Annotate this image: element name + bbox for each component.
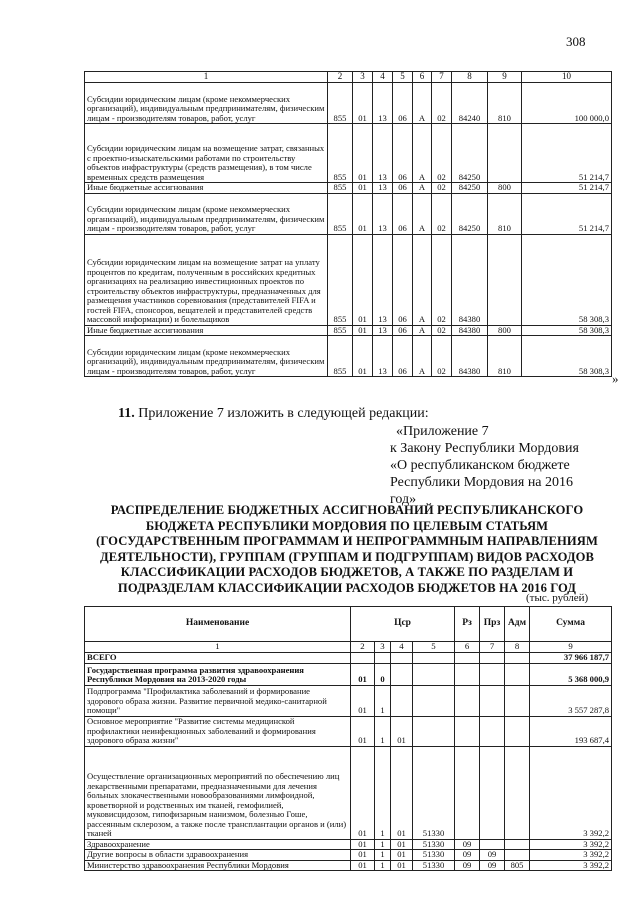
code-cell	[455, 685, 480, 716]
header-name: Наименование	[85, 607, 351, 642]
appendix-line: к Закону Республики Мордовия	[390, 441, 579, 456]
column-number-header: 7	[480, 642, 505, 653]
code-cell	[480, 663, 505, 685]
code-cell: 84240	[452, 83, 488, 124]
code-cell	[480, 685, 505, 716]
code-cell: 09	[480, 860, 505, 871]
table-header-row	[85, 72, 612, 83]
code-cell	[413, 685, 455, 716]
code-cell	[351, 653, 375, 664]
row-name: Другие вопросы в области здравоохранения	[85, 850, 351, 861]
code-cell	[455, 653, 480, 664]
code-cell	[488, 234, 522, 325]
row-name: Субсидии юридическим лицам (кроме некоммерческих организаций), индивидуальным предпринимателям, физическим лицам - производителям товаров, работ, услуг	[85, 83, 328, 124]
code-cell: 13	[373, 325, 393, 336]
table-row	[85, 850, 612, 861]
code-cell: 01	[353, 336, 373, 377]
code-cell: 01	[351, 716, 375, 746]
code-cell: 01	[353, 325, 373, 336]
code-cell: 13	[373, 83, 393, 124]
code-cell: 855	[328, 234, 353, 325]
code-cell: 01	[353, 193, 373, 234]
row-name: Субсидии юридическим лицам (кроме некоммерческих организаций), индивидуальным предпринимателям, физическим лицам - производителям товаров, работ, услуг	[85, 336, 328, 377]
amount-cell: 58 308,3	[522, 336, 612, 377]
amount-cell: 51 214,7	[522, 124, 612, 183]
code-cell: 06	[393, 193, 413, 234]
code-cell: 01	[391, 860, 413, 871]
code-cell: 855	[328, 336, 353, 377]
code-cell	[480, 716, 505, 746]
code-cell: А	[413, 325, 432, 336]
code-cell: А	[413, 183, 432, 194]
document-title	[82, 503, 612, 596]
code-cell: 855	[328, 193, 353, 234]
amount-cell: 58 308,3	[522, 325, 612, 336]
column-number-header: 1	[85, 72, 328, 83]
amount-cell: 37 966 187,7	[530, 653, 612, 664]
code-cell: 09	[455, 839, 480, 850]
column-number-header: 1	[85, 642, 351, 653]
code-cell: 855	[328, 124, 353, 183]
code-cell	[413, 716, 455, 746]
code-cell: 84380	[452, 234, 488, 325]
row-name: Подпрограмма "Профилактика заболеваний и формирование здорового образа жизни. Развитие первичной медико-санитарной помощи"	[85, 685, 351, 716]
code-cell: А	[413, 193, 432, 234]
code-cell: 02	[432, 325, 452, 336]
column-number-header: 9	[488, 72, 522, 83]
code-cell: 13	[373, 234, 393, 325]
code-cell	[391, 685, 413, 716]
code-cell	[391, 663, 413, 685]
code-cell: 13	[373, 336, 393, 377]
title-line: ДЕЯТЕЛЬНОСТИ), ГРУППАМ (ГРУППАМ И ПОДГРУППАМ) ВИДОВ РАСХОДОВ	[99, 549, 595, 564]
code-cell: 01	[391, 839, 413, 850]
appendix-line: Республики Мордовия на 2016	[390, 475, 574, 490]
section-heading	[118, 406, 429, 422]
code-cell: 02	[432, 336, 452, 377]
table-row	[85, 653, 612, 664]
column-number-header: 4	[373, 72, 393, 83]
title-line: КЛАССИФИКАЦИИ РАСХОДОВ БЮДЖЕТОВ, А ТАКЖЕ ПО РАЗДЕЛАМ И	[120, 565, 574, 579]
code-cell: А	[413, 83, 432, 124]
column-number-header: 3	[375, 642, 391, 653]
code-cell: 06	[393, 234, 413, 325]
code-cell: 810	[488, 336, 522, 377]
row-name: Осуществление организационных мероприятий по обеспечению лиц лекарственными препаратами, предназначенными для лечения больных злокачественными новообразованиями лимфоидной, кроветворной и родственных им тканей, гемофилией, муковисцидозом, гипофизарным нанизмом, болезнью Гоше, рассеянным склерозом, а также после трансплантации органов и (или) тканей	[85, 746, 351, 839]
code-cell: 800	[488, 183, 522, 194]
header-prz: Прз	[480, 607, 505, 642]
code-cell: 1	[375, 716, 391, 746]
code-cell: 09	[455, 860, 480, 871]
code-cell: 01	[353, 83, 373, 124]
code-cell: 02	[432, 193, 452, 234]
table-header-row	[85, 607, 612, 642]
amount-cell: 58 308,3	[522, 234, 612, 325]
code-cell: 01	[351, 860, 375, 871]
table-row	[85, 336, 612, 377]
amount-cell: 51 214,7	[522, 183, 612, 194]
code-cell: 01	[391, 716, 413, 746]
code-cell: 855	[328, 325, 353, 336]
code-cell: 06	[393, 83, 413, 124]
code-cell: 84380	[452, 325, 488, 336]
code-cell: 01	[353, 234, 373, 325]
table-row	[85, 193, 612, 234]
closing-quote-mark: »	[612, 371, 619, 386]
table-row	[85, 746, 612, 839]
column-number-header: 2	[351, 642, 375, 653]
code-cell: 06	[393, 124, 413, 183]
code-cell	[505, 653, 530, 664]
table-row	[85, 716, 612, 746]
code-cell	[505, 716, 530, 746]
code-cell: 84380	[452, 336, 488, 377]
code-cell: 02	[432, 124, 452, 183]
column-number-header: 8	[505, 642, 530, 653]
code-cell: 810	[488, 83, 522, 124]
row-name: Здравоохранение	[85, 839, 351, 850]
code-cell: 06	[393, 183, 413, 194]
code-cell: 09	[480, 850, 505, 861]
code-cell: 1	[375, 860, 391, 871]
column-number-header: 9	[530, 642, 612, 653]
code-cell: А	[413, 234, 432, 325]
amount-cell: 5 368 000,9	[530, 663, 612, 685]
column-number-header: 5	[393, 72, 413, 83]
title-line: (ГОСУДАРСТВЕННЫМ ПРОГРАММАМ И НЕПРОГРАММНЫМ НАПРАВЛЕНИЯМ	[96, 534, 598, 548]
page-number: 308	[566, 34, 586, 49]
budget-distribution-table	[84, 606, 612, 871]
code-cell: 01	[351, 663, 375, 685]
code-cell: 84250	[452, 193, 488, 234]
code-cell: 51330	[413, 850, 455, 861]
code-cell: 01	[391, 850, 413, 861]
budget-table-continued	[84, 71, 612, 377]
table-row	[85, 685, 612, 716]
column-number-header: 6	[413, 72, 432, 83]
code-cell: 01	[391, 746, 413, 839]
code-cell: 1	[375, 685, 391, 716]
code-cell: 855	[328, 83, 353, 124]
code-cell: 01	[351, 746, 375, 839]
column-number-header: 6	[455, 642, 480, 653]
column-numbers-row	[85, 642, 612, 653]
units-label: (тыс. рублей)	[526, 592, 589, 604]
column-number-header: 2	[328, 72, 353, 83]
column-number-header: 8	[452, 72, 488, 83]
code-cell	[391, 653, 413, 664]
amount-cell: 3 392,2	[530, 839, 612, 850]
row-name: Субсидии юридическим лицам (кроме некоммерческих организаций), индивидуальным предпринимателям, физическим лицам - производителям товаров, работ, услуг	[85, 193, 328, 234]
code-cell: 51330	[413, 839, 455, 850]
table-row	[85, 234, 612, 325]
appendix-reference	[390, 423, 622, 508]
table-row	[85, 860, 612, 871]
row-name: Субсидии юридическим лицам на возмещение затрат на уплату процентов по кредитам, полученным в российских кредитных организациях на реализацию инвестиционных проектов по строительству объектов инфраструктуры, предназначенных для размещения участников соревнования (представителей FIFA и гостей FIFA, спонсоров, вещателей и представителей средств массовой информации) и болельщиков	[85, 234, 328, 325]
row-name: Государственная программа развития здравоохранения Республики Мордовия на 2013-2020 годы	[85, 663, 351, 685]
amount-cell: 100 000,0	[522, 83, 612, 124]
appendix-line: год»	[390, 492, 417, 507]
column-number-header: 10	[522, 72, 612, 83]
table-row	[85, 839, 612, 850]
table-row	[85, 325, 612, 336]
code-cell	[455, 716, 480, 746]
code-cell: 06	[393, 336, 413, 377]
title-line: БЮДЖЕТА РЕСПУБЛИКИ МОРДОВИЯ ПО ЦЕЛЕВЫМ СТАТЬЯМ	[145, 518, 549, 533]
code-cell: 84250	[452, 124, 488, 183]
code-cell	[413, 653, 455, 664]
code-cell: 13	[373, 124, 393, 183]
code-cell: 01	[351, 850, 375, 861]
code-cell: 01	[353, 183, 373, 194]
section-text: Приложение 7 изложить в следующей редакции:	[134, 406, 429, 421]
code-cell	[505, 685, 530, 716]
code-cell	[455, 663, 480, 685]
code-cell: 1	[375, 850, 391, 861]
appendix-line: «Приложение 7	[396, 424, 489, 439]
code-cell: 09	[455, 850, 480, 861]
header-sum: Сумма	[530, 607, 612, 642]
amount-cell: 3 392,2	[530, 860, 612, 871]
row-name: Иные бюджетные ассигнования	[85, 183, 328, 194]
table-row	[85, 83, 612, 124]
code-cell: 02	[432, 183, 452, 194]
code-cell: 51330	[413, 746, 455, 839]
code-cell: 51330	[413, 860, 455, 871]
header-rz: Рз	[455, 607, 480, 642]
code-cell	[505, 839, 530, 850]
code-cell: 06	[393, 325, 413, 336]
code-cell: А	[413, 336, 432, 377]
code-cell: 01	[351, 685, 375, 716]
code-cell: А	[413, 124, 432, 183]
code-cell: 800	[488, 325, 522, 336]
row-name: Основное мероприятие "Развитие системы медицинской профилактики неинфекционных заболеваний и формирования здорового образа жизни"	[85, 716, 351, 746]
code-cell	[505, 663, 530, 685]
table-row	[85, 124, 612, 183]
title-line: ПОДРАЗДЕЛАМ КЛАССИФИКАЦИИ РАСХОДОВ БЮДЖЕТОВ НА 2016 ГОД	[117, 580, 577, 595]
column-number-header: 3	[353, 72, 373, 83]
code-cell	[505, 746, 530, 839]
code-cell: 02	[432, 234, 452, 325]
code-cell	[455, 746, 480, 839]
code-cell	[375, 653, 391, 664]
code-cell: 1	[375, 746, 391, 839]
column-number-header: 5	[413, 642, 455, 653]
section-number: 11.	[118, 406, 135, 421]
code-cell: 13	[373, 183, 393, 194]
code-cell	[480, 746, 505, 839]
amount-cell: 3 392,2	[530, 850, 612, 861]
header-csr: Цср	[351, 607, 455, 642]
code-cell	[505, 850, 530, 861]
code-cell	[413, 663, 455, 685]
table-row	[85, 183, 612, 194]
row-name: Субсидии юридическим лицам на возмещение затрат, связанных с проектно-изыскательскими работами по строительству объектов инфраструктуры (средств размещения), в том числе временных средств размещения	[85, 124, 328, 183]
column-number-header: 4	[391, 642, 413, 653]
amount-cell: 3 557 287,8	[530, 685, 612, 716]
code-cell: 13	[373, 193, 393, 234]
amount-cell: 193 687,4	[530, 716, 612, 746]
title-line: РАСПРЕДЕЛЕНИЕ БЮДЖЕТНЫХ АССИГНОВАНИЙ РЕСПУБЛИКАНСКОГО	[110, 503, 584, 517]
row-name: ВСЕГО	[85, 653, 351, 664]
code-cell: 810	[488, 193, 522, 234]
code-cell	[480, 839, 505, 850]
code-cell: 805	[505, 860, 530, 871]
column-number-header: 7	[432, 72, 452, 83]
row-name: Иные бюджетные ассигнования	[85, 325, 328, 336]
code-cell	[488, 124, 522, 183]
code-cell: 855	[328, 183, 353, 194]
appendix-line: «О республиканском бюджете	[390, 458, 570, 473]
code-cell: 1	[375, 839, 391, 850]
row-name: Министерство здравоохранения Республики Мордовия	[85, 860, 351, 871]
amount-cell: 51 214,7	[522, 193, 612, 234]
header-adm: Адм	[505, 607, 530, 642]
code-cell: 01	[351, 839, 375, 850]
code-cell	[480, 653, 505, 664]
amount-cell: 3 392,2	[530, 746, 612, 839]
table-row	[85, 663, 612, 685]
code-cell: 84250	[452, 183, 488, 194]
code-cell: 0	[375, 663, 391, 685]
code-cell: 02	[432, 83, 452, 124]
code-cell: 01	[353, 124, 373, 183]
